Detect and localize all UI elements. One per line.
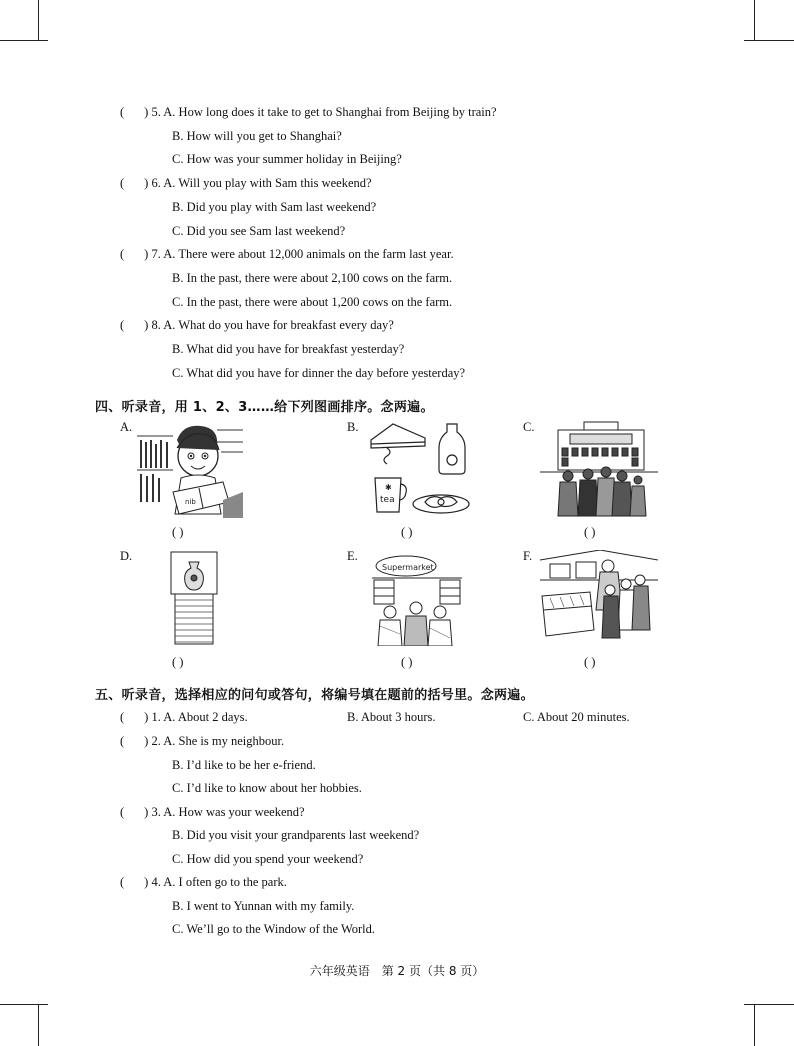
option-b: B. I’d like to be her e-friend. <box>172 757 316 772</box>
option-b: B. I went to Yunnan with my family. <box>172 898 355 913</box>
answer-paren-close[interactable]: ) <box>144 710 149 724</box>
question-number: 7. <box>151 247 161 262</box>
page-footer: 六年级英语 第 2 页（共 8 页） <box>309 964 485 978</box>
option-c: C. We’ll go to the Window of the World. <box>172 922 376 936</box>
picture-f-letter: F. <box>523 549 533 563</box>
option-b: B. Did you visit your grandparents last weekend? <box>172 828 420 842</box>
option-c: C. I’d like to know about her hobbies. <box>172 781 362 795</box>
picture-e-letter: E. <box>347 549 358 563</box>
option-c: C. What did you have for dinner the day before yesterday? <box>172 365 466 380</box>
svg-text:✱: ✱ <box>385 483 392 492</box>
tea-cup-label: tea <box>380 495 395 505</box>
question-row <box>120 175 372 191</box>
answer-paren-close[interactable]: ) <box>144 734 149 748</box>
question-row <box>120 246 454 262</box>
question-row <box>120 874 287 890</box>
crop-mark-top-right-h <box>744 40 794 41</box>
picture-c-museum-visit <box>540 420 658 518</box>
picture-d-letter: D. <box>120 549 133 563</box>
option-a: A. Will you play with Sam this weekend? <box>163 176 372 191</box>
option-a: A. How was your weekend? <box>163 804 305 819</box>
picture-b-letter: B. <box>347 420 359 434</box>
question-row <box>120 733 284 749</box>
option-a: A. About 2 days. <box>163 710 248 724</box>
option-c: C. Did you see Sam last weekend? <box>172 223 346 238</box>
answer-paren-close[interactable]: ) <box>144 875 149 889</box>
crop-mark-bottom-left-h <box>0 1004 48 1005</box>
question-number: 4. <box>151 875 161 889</box>
question-number: 1. <box>151 710 161 724</box>
option-a: A. She is my neighbour. <box>163 734 285 748</box>
option-c: C. How was your summer holiday in Beijing? <box>172 152 402 167</box>
answer-paren-open[interactable]: ( <box>120 318 125 333</box>
picture-e-answer[interactable]: ( ) <box>401 655 413 669</box>
answer-paren-close[interactable]: ) <box>144 105 149 119</box>
svg-text:nib: nib <box>185 498 196 506</box>
question-number: 5. <box>151 105 161 119</box>
option-a: A. How long does it take to get to Shanghai from Beijing by train? <box>163 105 497 119</box>
crop-mark-top-left-v <box>38 0 39 40</box>
option-c: C. In the past, there were about 1,200 cows on the farm. <box>172 294 453 309</box>
part4-heading: 四、听录音，用 1、2、3……给下列图画排序。念两遍。 <box>95 400 434 415</box>
picture-f-answer[interactable]: ( ) <box>584 655 596 669</box>
part5-question-1-option-b: B. About 3 hours. <box>347 710 436 724</box>
crop-mark-bottom-left-v <box>38 1004 39 1046</box>
answer-paren-open[interactable]: ( <box>120 176 125 191</box>
picture-a-answer[interactable]: ( ) <box>172 525 184 539</box>
answer-paren-open[interactable]: ( <box>120 710 125 724</box>
answer-paren-close[interactable]: ) <box>144 176 149 191</box>
question-number: 8. <box>151 318 161 333</box>
picture-e-supermarket <box>370 550 464 646</box>
answer-paren-close[interactable]: ) <box>144 247 149 262</box>
part5-question-1-option-c: C. About 20 minutes. <box>523 710 630 724</box>
picture-b-breakfast <box>367 420 477 518</box>
answer-paren-open[interactable]: ( <box>120 804 125 819</box>
crop-mark-bottom-right-h <box>744 1004 794 1005</box>
crop-mark-top-right-v <box>754 0 755 40</box>
answer-paren-open[interactable]: ( <box>120 247 125 262</box>
crop-mark-top-left-h <box>0 40 48 41</box>
answer-paren-close[interactable]: ) <box>144 804 149 819</box>
question-row <box>120 317 394 333</box>
option-b: B. In the past, there were about 2,100 cows on the farm. <box>172 270 453 285</box>
picture-c-letter: C. <box>523 420 535 434</box>
option-b: B. Did you play with Sam last weekend? <box>172 199 377 214</box>
question-row <box>120 804 305 820</box>
picture-b-answer[interactable]: ( ) <box>401 525 413 539</box>
picture-d-answer[interactable]: ( ) <box>172 655 184 669</box>
picture-a-letter: A. <box>120 420 133 434</box>
option-b: B. How will you get to Shanghai? <box>172 128 342 143</box>
option-a: A. I often go to the park. <box>163 875 287 889</box>
supermarket-sign-label: Supermarket <box>382 563 434 572</box>
question-number: 2. <box>151 734 161 748</box>
answer-paren-open[interactable]: ( <box>120 105 125 119</box>
part5-heading: 五、听录音，选择相应的问句或答句，将编号填在题前的括号里。念两遍。 <box>95 688 534 703</box>
picture-f-shopping-scene <box>540 550 658 646</box>
picture-a-boy-reading <box>137 422 243 518</box>
question-row <box>120 104 497 120</box>
answer-paren-open[interactable]: ( <box>120 734 125 748</box>
option-c: C. How did you spend your weekend? <box>172 851 364 866</box>
picture-d-vase-display <box>167 550 221 646</box>
question-number: 6. <box>151 176 161 191</box>
part5-question-1-number <box>120 709 248 725</box>
option-a: A. What do you have for breakfast every day? <box>163 318 394 333</box>
picture-c-answer[interactable]: ( ) <box>584 525 596 539</box>
option-a: A. There were about 12,000 animals on the farm last year. <box>163 247 454 262</box>
answer-paren-close[interactable]: ) <box>144 318 149 333</box>
option-b: B. What did you have for breakfast yesterday? <box>172 342 405 356</box>
answer-paren-open[interactable]: ( <box>120 875 125 889</box>
question-number: 3. <box>151 804 161 819</box>
crop-mark-bottom-right-v <box>754 1004 755 1046</box>
